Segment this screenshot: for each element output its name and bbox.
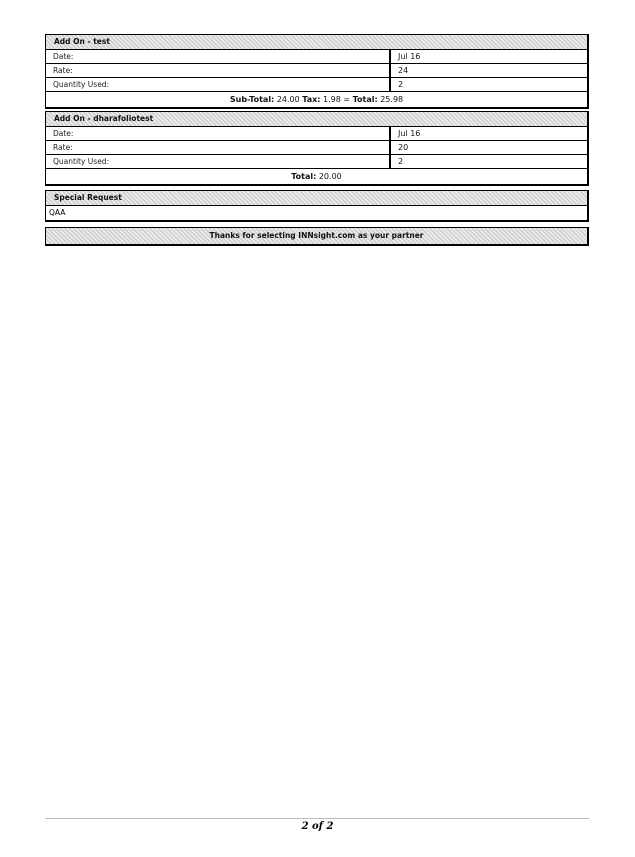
quantity-label: Quantity Used:: [46, 155, 391, 168]
date-value: Jul 16: [398, 129, 421, 138]
addon-dharafoliotest-date-row: [46, 127, 587, 141]
addon-test-rate-row: [46, 64, 587, 78]
date-value: Jul 16: [398, 52, 421, 61]
date-label: Date:: [46, 127, 391, 140]
addon-test-header: Add On - test: [46, 35, 587, 50]
addon-dharafoliotest-header: Add On - dharafoliotest: [46, 112, 587, 127]
subtotal-label: Sub-Total:: [229, 95, 275, 104]
rate-value: 20: [398, 143, 409, 152]
rate-label: Rate:: [46, 141, 391, 154]
footer-divider: [45, 818, 589, 819]
rate-value: 24: [398, 66, 409, 75]
rate-label: Rate:: [46, 64, 391, 77]
addon-dharafoliotest-totals: [46, 169, 587, 184]
total-label: Total:: [352, 95, 378, 104]
tax-value: 1.98 =: [323, 95, 351, 104]
addon-test-date-row: [46, 50, 587, 64]
quantity-label: Quantity Used:: [46, 78, 391, 91]
total-value: 25.98: [380, 95, 404, 104]
addon-dharafoliotest-section: [45, 111, 589, 186]
addon-test-quantity-row: [46, 78, 587, 92]
tax-label: Tax:: [302, 95, 321, 104]
special-request-text: QAA: [49, 208, 66, 217]
page-number: 2 of 2: [301, 821, 334, 832]
quantity-value: 2: [398, 157, 404, 166]
addon-test-totals: [46, 92, 587, 107]
special-request-header: Special Request: [46, 191, 587, 206]
total-label: Total:: [291, 172, 317, 181]
addon-dharafoliotest-rate-row: [46, 141, 587, 155]
date-label: Date:: [46, 50, 391, 63]
total-value: 20.00: [318, 172, 342, 181]
thanks-banner: [45, 227, 589, 246]
addon-dharafoliotest-quantity-row: [46, 155, 587, 169]
addon-test-section: [45, 34, 589, 109]
subtotal-value: 24.00: [276, 95, 300, 104]
thanks-text: Thanks for selecting INNsight.com as your partner: [209, 231, 424, 240]
special-request-section: [45, 190, 589, 222]
quantity-value: 2: [398, 80, 404, 89]
